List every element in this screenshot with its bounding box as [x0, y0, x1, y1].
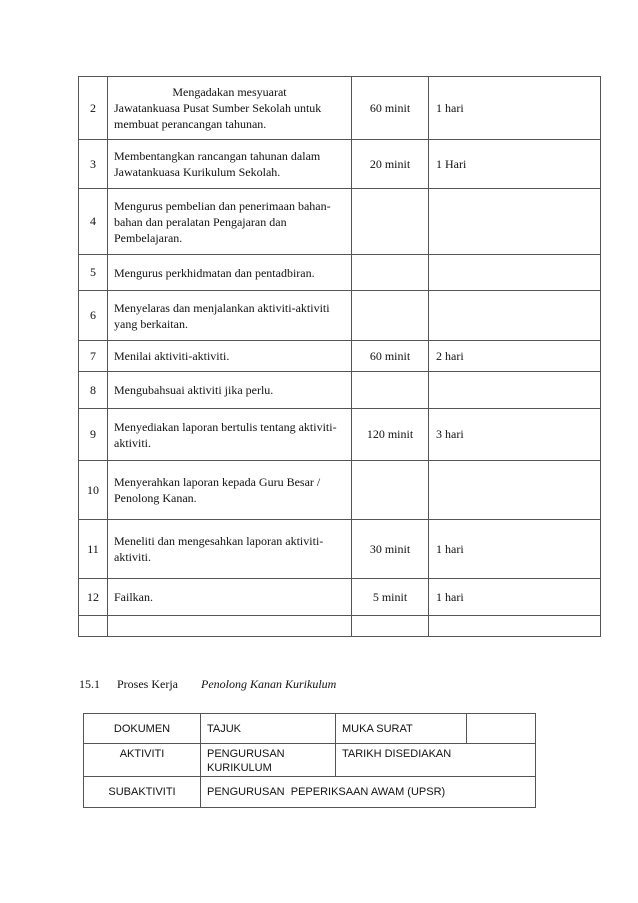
row-number: 4	[79, 189, 108, 255]
activity-cell: Menyerahkan laporan kepada Guru Besar / Penolong Kanan.	[108, 461, 352, 520]
empty-cell	[352, 616, 429, 637]
row-number: 2	[79, 77, 108, 140]
table-row	[79, 372, 601, 409]
info-row	[84, 777, 536, 808]
time-cell	[352, 189, 429, 255]
table-row	[79, 291, 601, 341]
table-row	[79, 140, 601, 189]
row-number: 12	[79, 579, 108, 616]
aktiviti-label: AKTIVITI	[84, 744, 201, 777]
time-cell: 120 minit	[352, 409, 429, 461]
table-row	[79, 461, 601, 520]
table-row	[79, 77, 601, 140]
section-number: 15.1	[79, 677, 100, 691]
activity-cell: Mengurus pembelian dan penerimaan bahan-bahan dan peralatan Pengajaran dan Pembelajaran.	[108, 189, 352, 255]
table-row	[79, 255, 601, 291]
dokumen-label: DOKUMEN	[84, 714, 201, 744]
activity-table	[78, 76, 601, 637]
time-cell	[352, 255, 429, 291]
row-number: 11	[79, 520, 108, 579]
activity-cell: Failkan.	[108, 579, 352, 616]
activity-text: Jawatankuasa Pusat Sumber Sekolah untuk membuat perancangan tahunan.	[114, 101, 322, 131]
duration-cell	[429, 461, 601, 520]
activity-cell: Menyediakan laporan bertulis tentang aktiviti-aktiviti.	[108, 409, 352, 461]
row-number: 5	[79, 255, 108, 291]
activity-cell: Meneliti dan mengesahkan laporan aktiviti-aktiviti.	[108, 520, 352, 579]
info-row	[84, 714, 536, 744]
empty-cell	[79, 616, 108, 637]
table-row	[79, 189, 601, 255]
activity-cell: Membentangkan rancangan tahunan dalam Jawatankuasa Kurikulum Sekolah.	[108, 140, 352, 189]
subaktiviti-value: PENGURUSAN PEPERIKSAAN AWAM (UPSR)	[201, 777, 536, 808]
tajuk-label: TAJUK	[201, 714, 336, 744]
empty-cell	[108, 616, 352, 637]
table-row	[79, 409, 601, 461]
duration-cell: 1 Hari	[429, 140, 601, 189]
subaktiviti-label: SUBAKTIVITI	[84, 777, 201, 808]
activity-cell	[108, 77, 352, 140]
time-cell: 60 minit	[352, 77, 429, 140]
table-row	[79, 341, 601, 372]
activity-cell: Mengurus perkhidmatan dan pentadbiran.	[108, 255, 352, 291]
time-cell: 20 minit	[352, 140, 429, 189]
duration-cell	[429, 189, 601, 255]
aktiviti-value: PENGURUSAN KURIKULUM	[201, 744, 336, 777]
info-table	[83, 713, 536, 808]
time-cell: 30 minit	[352, 520, 429, 579]
duration-cell	[429, 255, 601, 291]
activity-cell: Menyelaras dan menjalankan aktiviti-aktiviti yang berkaitan.	[108, 291, 352, 341]
duration-cell: 1 hari	[429, 520, 601, 579]
activity-cell: Mengubahsuai aktiviti jika perlu.	[108, 372, 352, 409]
time-cell: 5 minit	[352, 579, 429, 616]
tarikh-label: TARIKH DISEDIAKAN	[336, 744, 536, 777]
section-title: Proses Kerja	[117, 677, 178, 691]
duration-cell: 1 hari	[429, 77, 601, 140]
time-cell	[352, 461, 429, 520]
time-cell	[352, 291, 429, 341]
duration-cell: 2 hari	[429, 341, 601, 372]
row-number: 10	[79, 461, 108, 520]
activity-cell: Menilai aktiviti-aktiviti.	[108, 341, 352, 372]
duration-cell: 1 hari	[429, 579, 601, 616]
row-number: 3	[79, 140, 108, 189]
duration-cell: 3 hari	[429, 409, 601, 461]
row-number: 7	[79, 341, 108, 372]
section-subtitle: Penolong Kanan Kurikulum	[201, 677, 337, 691]
table-row	[79, 579, 601, 616]
duration-cell	[429, 291, 601, 341]
activity-text-first-line: Mengadakan mesyuarat	[172, 85, 287, 99]
table-row-empty	[79, 616, 601, 637]
muka-surat-value	[467, 714, 536, 744]
table-row	[79, 520, 601, 579]
row-number: 6	[79, 291, 108, 341]
info-row	[84, 744, 536, 777]
row-number: 8	[79, 372, 108, 409]
row-number: 9	[79, 409, 108, 461]
time-cell: 60 minit	[352, 341, 429, 372]
empty-cell	[429, 616, 601, 637]
muka-surat-label: MUKA SURAT	[336, 714, 467, 744]
time-cell	[352, 372, 429, 409]
section-heading	[79, 677, 336, 692]
duration-cell	[429, 372, 601, 409]
